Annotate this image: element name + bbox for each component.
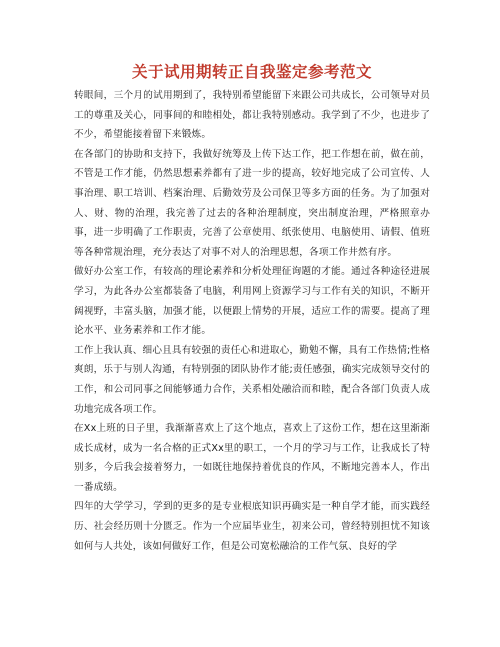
- paragraph-6: 四年的大学学习，学到的更多的是专业根底知识再确实是一种自学才能，而实践经历、社会经历则十分匮乏。作为一个应届毕业生，初来公司，曾经特别担忧不知该如何与人共处，该如何做好工作，但是公司宽松融洽的工作气氛、良好的学: [74, 501, 430, 552]
- document-page: [74, 62, 430, 556]
- paragraph-2: 在各部门的协助和支持下，我做好统筹及上传下达工作，把工作想在前，做在前，不管是工作才能，仍然思想素养都有了进一步的提高，较好地完成了公司宣传、人事治理、职工培训、档案治理、后勤效劳及公司保卫等多方面的任务。为了加强对人、财、物的治理，我完善了过去的各种治理制度，突出制度治理，严格照章办事，进一步明确了工作职责，完善了公章使用、纸张使用、电脑使用、请假、值班等各种常规治理，充分表达了对事不对人的治理思想，各项工作井然有序。: [74, 148, 430, 258]
- document-title: 关于试用期转正自我鉴定参考范文: [131, 62, 372, 81]
- paragraph-1: 转眼间，三个月的试用期到了，我特别希望能留下来跟公司共成长，公司领导对员工的尊重及关心，同事间的和睦相处，都让我特别感动。我学到了不少，也进步了不少，希望能接着留下来锻炼。: [74, 90, 430, 141]
- paragraph-3: 做好办公室工作，有较高的理论素养和分析处理征询题的才能。通过各种途径进展学习，为此各办公室都装备了电脑，利用网上资源学习与工作有关的知识，不断开阔视野，丰富头脑，加强才能，以便跟上情势的开展，适应工作的需要。提高了理论水平、业务素养和工作才能。: [74, 266, 430, 337]
- paragraph-5: 在Xx上班的日子里，我渐渐喜欢上了这个地点，喜欢上了这份工作，想在这里渐渐成长成材，成为一名合格的正式Xx里的职工，一个月的学习与工作，让我成长了特别多，今后我会接着努力，一如既往地保持着优良的作风，不断地完善本人，作出一番成绩。: [74, 423, 430, 493]
- paragraph-4: 工作上我认真、细心且具有较强的责任心和进取心，勤勉不懈，具有工作热情;性格爽朗，乐于与别人沟通，有特别强的团队协作才能;责任感强，确实完成领导交付的工作，和公司同事之间能够通力合作，关系相处融洽而和睦，配合各部门负责人成功地完成各项工作。: [74, 344, 431, 415]
